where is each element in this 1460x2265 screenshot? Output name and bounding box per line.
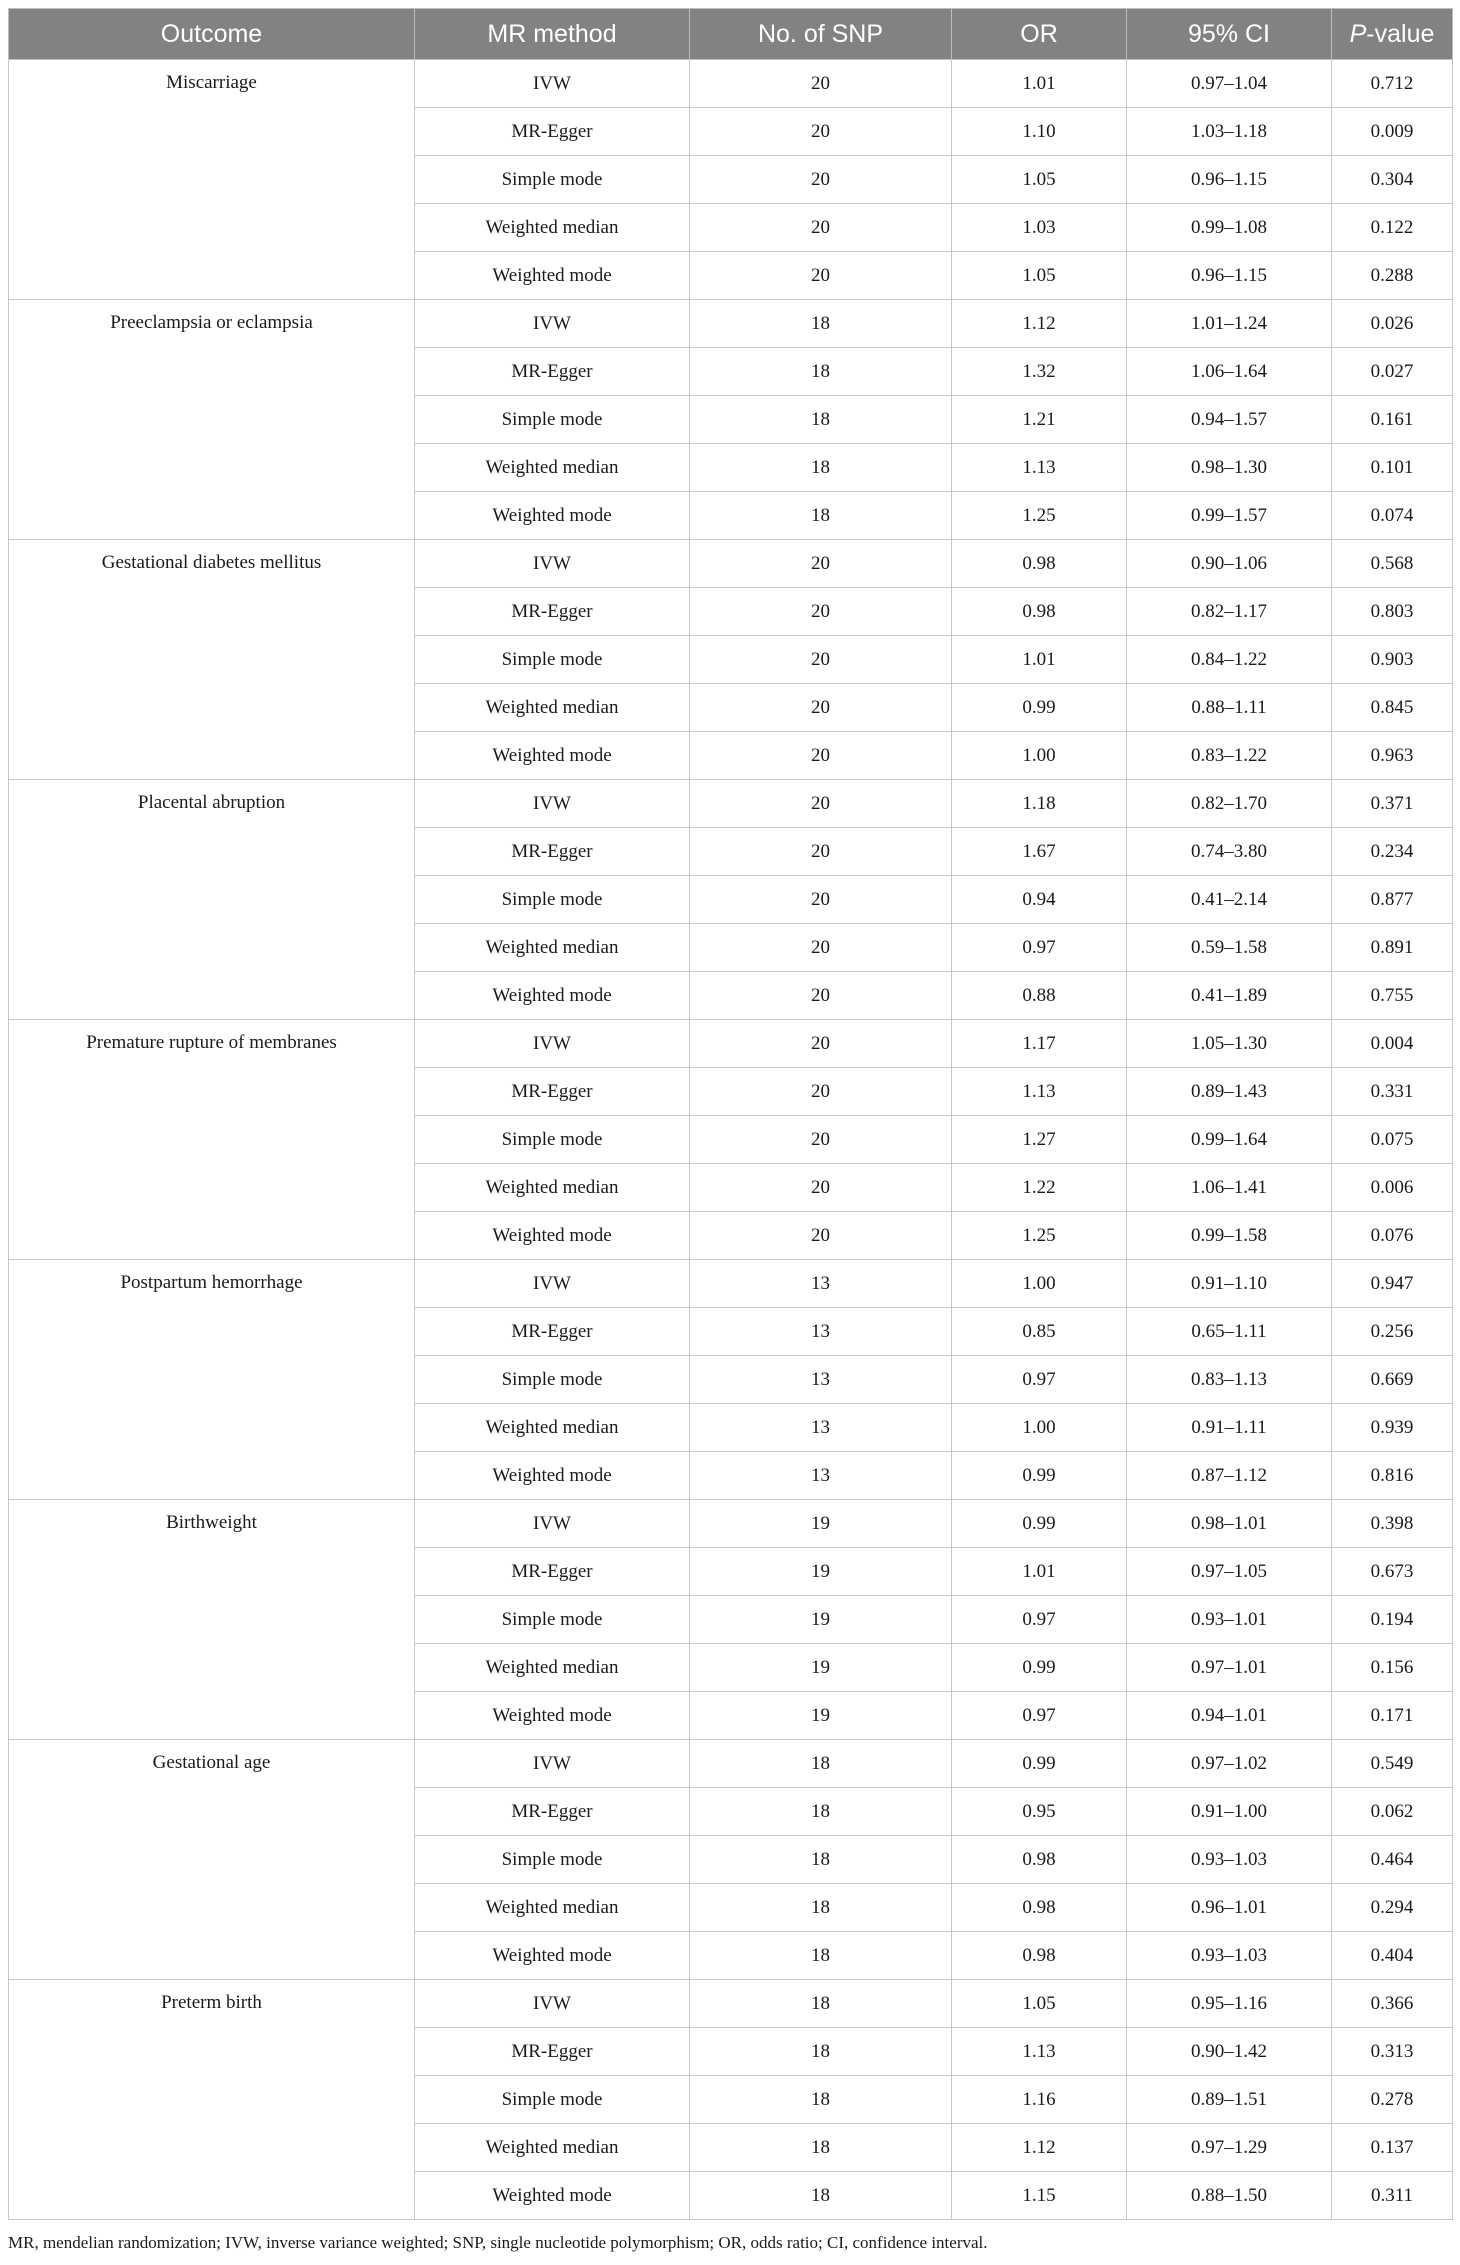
mr-method-cell: IVW <box>415 1980 690 2028</box>
or-cell: 1.01 <box>952 636 1127 684</box>
snp-count-cell: 18 <box>690 1836 952 1884</box>
or-cell: 1.12 <box>952 2124 1127 2172</box>
ci-cell: 0.83–1.22 <box>1127 732 1332 780</box>
snp-count-cell: 20 <box>690 540 952 588</box>
mr-method-cell: Weighted median <box>415 1644 690 1692</box>
ci-cell: 0.82–1.17 <box>1127 588 1332 636</box>
or-cell: 0.85 <box>952 1308 1127 1356</box>
ci-cell: 0.83–1.13 <box>1127 1356 1332 1404</box>
or-cell: 1.21 <box>952 396 1127 444</box>
or-cell: 0.98 <box>952 540 1127 588</box>
table-row <box>9 60 1453 108</box>
mr-method-cell: MR-Egger <box>415 2028 690 2076</box>
snp-count-cell: 18 <box>690 1740 952 1788</box>
or-cell: 1.17 <box>952 1020 1127 1068</box>
p-value-cell: 0.004 <box>1332 1020 1453 1068</box>
mr-method-cell: Simple mode <box>415 1356 690 1404</box>
or-cell: 0.94 <box>952 876 1127 924</box>
mr-method-cell: Simple mode <box>415 156 690 204</box>
mr-method-cell: Weighted median <box>415 2124 690 2172</box>
mr-method-cell: IVW <box>415 540 690 588</box>
table-row <box>9 780 1453 828</box>
header-outcome: Outcome <box>9 9 415 60</box>
p-value-cell: 0.404 <box>1332 1932 1453 1980</box>
or-cell: 0.99 <box>952 1500 1127 1548</box>
snp-count-cell: 20 <box>690 972 952 1020</box>
snp-count-cell: 18 <box>690 1980 952 2028</box>
ci-cell: 0.89–1.51 <box>1127 2076 1332 2124</box>
p-value-cell: 0.669 <box>1332 1356 1453 1404</box>
mr-method-cell: Weighted mode <box>415 252 690 300</box>
or-cell: 1.18 <box>952 780 1127 828</box>
ci-cell: 0.94–1.57 <box>1127 396 1332 444</box>
or-cell: 0.95 <box>952 1788 1127 1836</box>
ci-cell: 0.74–3.80 <box>1127 828 1332 876</box>
p-value-cell: 0.122 <box>1332 204 1453 252</box>
ci-cell: 0.91–1.00 <box>1127 1788 1332 1836</box>
mr-method-cell: Simple mode <box>415 396 690 444</box>
snp-count-cell: 20 <box>690 876 952 924</box>
ci-cell: 1.06–1.64 <box>1127 348 1332 396</box>
mr-method-cell: IVW <box>415 1020 690 1068</box>
or-cell: 0.99 <box>952 1452 1127 1500</box>
mr-method-cell: Simple mode <box>415 1596 690 1644</box>
mr-method-cell: Weighted mode <box>415 2172 690 2220</box>
or-cell: 0.98 <box>952 1932 1127 1980</box>
or-cell: 1.03 <box>952 204 1127 252</box>
snp-count-cell: 20 <box>690 780 952 828</box>
snp-count-cell: 20 <box>690 636 952 684</box>
snp-count-cell: 13 <box>690 1452 952 1500</box>
header-95-ci: 95% CI <box>1127 9 1332 60</box>
ci-cell: 0.97–1.29 <box>1127 2124 1332 2172</box>
snp-count-cell: 20 <box>690 204 952 252</box>
mr-method-cell: MR-Egger <box>415 588 690 636</box>
snp-count-cell: 18 <box>690 300 952 348</box>
snp-count-cell: 19 <box>690 1644 952 1692</box>
table-row <box>9 1500 1453 1548</box>
ci-cell: 0.65–1.11 <box>1127 1308 1332 1356</box>
mr-method-cell: Weighted median <box>415 684 690 732</box>
p-value-cell: 0.278 <box>1332 2076 1453 2124</box>
ci-cell: 0.95–1.16 <box>1127 1980 1332 2028</box>
mr-method-cell: MR-Egger <box>415 828 690 876</box>
mr-method-cell: Weighted mode <box>415 1692 690 1740</box>
ci-cell: 0.41–1.89 <box>1127 972 1332 1020</box>
or-cell: 0.97 <box>952 1596 1127 1644</box>
p-value-cell: 0.313 <box>1332 2028 1453 2076</box>
p-value-cell: 0.803 <box>1332 588 1453 636</box>
ci-cell: 0.98–1.01 <box>1127 1500 1332 1548</box>
outcome-cell: Gestational age <box>9 1740 415 1980</box>
snp-count-cell: 20 <box>690 108 952 156</box>
snp-count-cell: 19 <box>690 1500 952 1548</box>
p-value-cell: 0.006 <box>1332 1164 1453 1212</box>
or-cell: 1.10 <box>952 108 1127 156</box>
or-cell: 1.01 <box>952 60 1127 108</box>
snp-count-cell: 18 <box>690 444 952 492</box>
mr-method-cell: Weighted median <box>415 1884 690 1932</box>
ci-cell: 0.59–1.58 <box>1127 924 1332 972</box>
or-cell: 1.27 <box>952 1116 1127 1164</box>
mr-method-cell: Weighted median <box>415 204 690 252</box>
outcome-cell: Gestational diabetes mellitus <box>9 540 415 780</box>
outcome-cell: Miscarriage <box>9 60 415 300</box>
header-p-italic: P <box>1349 19 1367 48</box>
ci-cell: 0.93–1.01 <box>1127 1596 1332 1644</box>
ci-cell: 1.05–1.30 <box>1127 1020 1332 1068</box>
ci-cell: 0.99–1.64 <box>1127 1116 1332 1164</box>
p-value-cell: 0.074 <box>1332 492 1453 540</box>
outcome-cell: Preeclampsia or eclampsia <box>9 300 415 540</box>
mr-method-cell: MR-Egger <box>415 348 690 396</box>
ci-cell: 1.01–1.24 <box>1127 300 1332 348</box>
ci-cell: 0.99–1.58 <box>1127 1212 1332 1260</box>
snp-count-cell: 20 <box>690 828 952 876</box>
snp-count-cell: 20 <box>690 60 952 108</box>
results-table <box>8 8 1453 2220</box>
ci-cell: 0.87–1.12 <box>1127 1452 1332 1500</box>
mr-method-cell: Weighted mode <box>415 1212 690 1260</box>
snp-count-cell: 18 <box>690 2124 952 2172</box>
p-value-cell: 0.194 <box>1332 1596 1453 1644</box>
table-row <box>9 1980 1453 2028</box>
or-cell: 0.98 <box>952 1884 1127 1932</box>
or-cell: 1.05 <box>952 156 1127 204</box>
mr-method-cell: Weighted median <box>415 444 690 492</box>
p-value-cell: 0.816 <box>1332 1452 1453 1500</box>
snp-count-cell: 20 <box>690 1116 952 1164</box>
snp-count-cell: 13 <box>690 1260 952 1308</box>
ci-cell: 1.03–1.18 <box>1127 108 1332 156</box>
or-cell: 1.32 <box>952 348 1127 396</box>
p-value-cell: 0.877 <box>1332 876 1453 924</box>
or-cell: 0.99 <box>952 684 1127 732</box>
ci-cell: 0.88–1.11 <box>1127 684 1332 732</box>
ci-cell: 0.96–1.15 <box>1127 252 1332 300</box>
p-value-cell: 0.171 <box>1332 1692 1453 1740</box>
mr-method-cell: IVW <box>415 60 690 108</box>
or-cell: 1.25 <box>952 1212 1127 1260</box>
snp-count-cell: 20 <box>690 252 952 300</box>
p-value-cell: 0.304 <box>1332 156 1453 204</box>
p-value-cell: 0.331 <box>1332 1068 1453 1116</box>
p-value-cell: 0.464 <box>1332 1836 1453 1884</box>
or-cell: 1.05 <box>952 1980 1127 2028</box>
snp-count-cell: 20 <box>690 1164 952 1212</box>
p-value-cell: 0.947 <box>1332 1260 1453 1308</box>
or-cell: 0.99 <box>952 1644 1127 1692</box>
mr-method-cell: IVW <box>415 1260 690 1308</box>
snp-count-cell: 13 <box>690 1356 952 1404</box>
mr-method-cell: Simple mode <box>415 636 690 684</box>
outcome-cell: Placental abruption <box>9 780 415 1020</box>
snp-count-cell: 20 <box>690 1020 952 1068</box>
or-cell: 1.00 <box>952 732 1127 780</box>
snp-count-cell: 18 <box>690 2028 952 2076</box>
p-value-cell: 0.234 <box>1332 828 1453 876</box>
header-or: OR <box>952 9 1127 60</box>
mr-method-cell: Simple mode <box>415 1836 690 1884</box>
p-value-cell: 0.137 <box>1332 2124 1453 2172</box>
p-value-cell: 0.026 <box>1332 300 1453 348</box>
p-value-cell: 0.062 <box>1332 1788 1453 1836</box>
p-value-cell: 0.288 <box>1332 252 1453 300</box>
ci-cell: 0.88–1.50 <box>1127 2172 1332 2220</box>
ci-cell: 0.91–1.10 <box>1127 1260 1332 1308</box>
p-value-cell: 0.294 <box>1332 1884 1453 1932</box>
mr-method-cell: Weighted mode <box>415 972 690 1020</box>
or-cell: 1.13 <box>952 444 1127 492</box>
or-cell: 1.22 <box>952 1164 1127 1212</box>
p-value-cell: 0.076 <box>1332 1212 1453 1260</box>
or-cell: 1.05 <box>952 252 1127 300</box>
ci-cell: 0.94–1.01 <box>1127 1692 1332 1740</box>
mr-method-cell: IVW <box>415 1500 690 1548</box>
ci-cell: 0.90–1.42 <box>1127 2028 1332 2076</box>
ci-cell: 0.96–1.15 <box>1127 156 1332 204</box>
or-cell: 0.99 <box>952 1740 1127 1788</box>
mr-method-cell: MR-Egger <box>415 1788 690 1836</box>
p-value-cell: 0.398 <box>1332 1500 1453 1548</box>
snp-count-cell: 18 <box>690 2172 952 2220</box>
ci-cell: 0.98–1.30 <box>1127 444 1332 492</box>
ci-cell: 0.96–1.01 <box>1127 1884 1332 1932</box>
or-cell: 0.97 <box>952 1356 1127 1404</box>
mr-method-cell: IVW <box>415 780 690 828</box>
ci-cell: 0.99–1.57 <box>1127 492 1332 540</box>
mr-method-cell: MR-Egger <box>415 1308 690 1356</box>
or-cell: 1.16 <box>952 2076 1127 2124</box>
snp-count-cell: 18 <box>690 1932 952 1980</box>
mr-method-cell: Simple mode <box>415 2076 690 2124</box>
or-cell: 1.00 <box>952 1404 1127 1452</box>
snp-count-cell: 20 <box>690 1212 952 1260</box>
snp-count-cell: 20 <box>690 156 952 204</box>
mr-method-cell: Weighted median <box>415 924 690 972</box>
mr-method-cell: MR-Egger <box>415 1548 690 1596</box>
outcome-cell: Postpartum hemorrhage <box>9 1260 415 1500</box>
p-value-cell: 0.939 <box>1332 1404 1453 1452</box>
or-cell: 1.25 <box>952 492 1127 540</box>
or-cell: 1.01 <box>952 1548 1127 1596</box>
outcome-cell: Preterm birth <box>9 1980 415 2220</box>
table-row <box>9 1740 1453 1788</box>
ci-cell: 0.97–1.02 <box>1127 1740 1332 1788</box>
snp-count-cell: 20 <box>690 684 952 732</box>
header-p-rest: -value <box>1366 19 1435 48</box>
or-cell: 0.98 <box>952 588 1127 636</box>
snp-count-cell: 18 <box>690 1788 952 1836</box>
snp-count-cell: 13 <box>690 1308 952 1356</box>
table-body <box>9 60 1453 2220</box>
p-value-cell: 0.101 <box>1332 444 1453 492</box>
ci-cell: 0.93–1.03 <box>1127 1932 1332 1980</box>
table-row <box>9 300 1453 348</box>
ci-cell: 0.97–1.01 <box>1127 1644 1332 1692</box>
mr-method-cell: IVW <box>415 300 690 348</box>
table-footnote: MR, mendelian randomization; IVW, inverse variance weighted; SNP, single nucleotide polymorphism; OR, odds ratio; CI, confidence interval. <box>8 2233 988 2252</box>
p-value-cell: 0.161 <box>1332 396 1453 444</box>
p-value-cell: 0.673 <box>1332 1548 1453 1596</box>
or-cell: 0.97 <box>952 924 1127 972</box>
mr-method-cell: MR-Egger <box>415 108 690 156</box>
p-value-cell: 0.156 <box>1332 1644 1453 1692</box>
p-value-cell: 0.256 <box>1332 1308 1453 1356</box>
or-cell: 1.12 <box>952 300 1127 348</box>
mr-method-cell: Weighted median <box>415 1164 690 1212</box>
p-value-cell: 0.755 <box>1332 972 1453 1020</box>
header-p-value <box>1332 9 1453 60</box>
ci-cell: 0.84–1.22 <box>1127 636 1332 684</box>
ci-cell: 0.91–1.11 <box>1127 1404 1332 1452</box>
p-value-cell: 0.891 <box>1332 924 1453 972</box>
or-cell: 0.98 <box>952 1836 1127 1884</box>
mr-method-cell: Simple mode <box>415 1116 690 1164</box>
snp-count-cell: 19 <box>690 1596 952 1644</box>
snp-count-cell: 13 <box>690 1404 952 1452</box>
p-value-cell: 0.549 <box>1332 1740 1453 1788</box>
ci-cell: 0.93–1.03 <box>1127 1836 1332 1884</box>
snp-count-cell: 18 <box>690 2076 952 2124</box>
header-mr-method: MR method <box>415 9 690 60</box>
or-cell: 1.13 <box>952 1068 1127 1116</box>
ci-cell: 0.99–1.08 <box>1127 204 1332 252</box>
snp-count-cell: 18 <box>690 1884 952 1932</box>
ci-cell: 0.97–1.04 <box>1127 60 1332 108</box>
snp-count-cell: 20 <box>690 924 952 972</box>
p-value-cell: 0.845 <box>1332 684 1453 732</box>
header-row <box>9 9 1453 60</box>
ci-cell: 0.82–1.70 <box>1127 780 1332 828</box>
mr-method-cell: IVW <box>415 1740 690 1788</box>
p-value-cell: 0.712 <box>1332 60 1453 108</box>
p-value-cell: 0.568 <box>1332 540 1453 588</box>
mr-method-cell: Weighted mode <box>415 732 690 780</box>
ci-cell: 0.41–2.14 <box>1127 876 1332 924</box>
table-row <box>9 1260 1453 1308</box>
ci-cell: 0.89–1.43 <box>1127 1068 1332 1116</box>
table-row <box>9 540 1453 588</box>
snp-count-cell: 19 <box>690 1692 952 1740</box>
snp-count-cell: 18 <box>690 396 952 444</box>
p-value-cell: 0.963 <box>1332 732 1453 780</box>
outcome-cell: Birthweight <box>9 1500 415 1740</box>
ci-cell: 0.97–1.05 <box>1127 1548 1332 1596</box>
ci-cell: 0.90–1.06 <box>1127 540 1332 588</box>
mr-method-cell: MR-Egger <box>415 1068 690 1116</box>
p-value-cell: 0.075 <box>1332 1116 1453 1164</box>
header-no-of-snp: No. of SNP <box>690 9 952 60</box>
table-row <box>9 1020 1453 1068</box>
p-value-cell: 0.311 <box>1332 2172 1453 2220</box>
mr-method-cell: Weighted median <box>415 1404 690 1452</box>
or-cell: 1.15 <box>952 2172 1127 2220</box>
mr-method-cell: Weighted mode <box>415 1452 690 1500</box>
outcome-cell: Premature rupture of membranes <box>9 1020 415 1260</box>
snp-count-cell: 18 <box>690 492 952 540</box>
mr-method-cell: Simple mode <box>415 876 690 924</box>
or-cell: 1.13 <box>952 2028 1127 2076</box>
or-cell: 1.00 <box>952 1260 1127 1308</box>
snp-count-cell: 18 <box>690 348 952 396</box>
snp-count-cell: 19 <box>690 1548 952 1596</box>
ci-cell: 1.06–1.41 <box>1127 1164 1332 1212</box>
snp-count-cell: 20 <box>690 1068 952 1116</box>
or-cell: 1.67 <box>952 828 1127 876</box>
mr-method-cell: Weighted mode <box>415 492 690 540</box>
mr-method-cell: Weighted mode <box>415 1932 690 1980</box>
p-value-cell: 0.027 <box>1332 348 1453 396</box>
p-value-cell: 0.371 <box>1332 780 1453 828</box>
p-value-cell: 0.009 <box>1332 108 1453 156</box>
snp-count-cell: 20 <box>690 588 952 636</box>
or-cell: 0.97 <box>952 1692 1127 1740</box>
snp-count-cell: 20 <box>690 732 952 780</box>
p-value-cell: 0.903 <box>1332 636 1453 684</box>
p-value-cell: 0.366 <box>1332 1980 1453 2028</box>
or-cell: 0.88 <box>952 972 1127 1020</box>
